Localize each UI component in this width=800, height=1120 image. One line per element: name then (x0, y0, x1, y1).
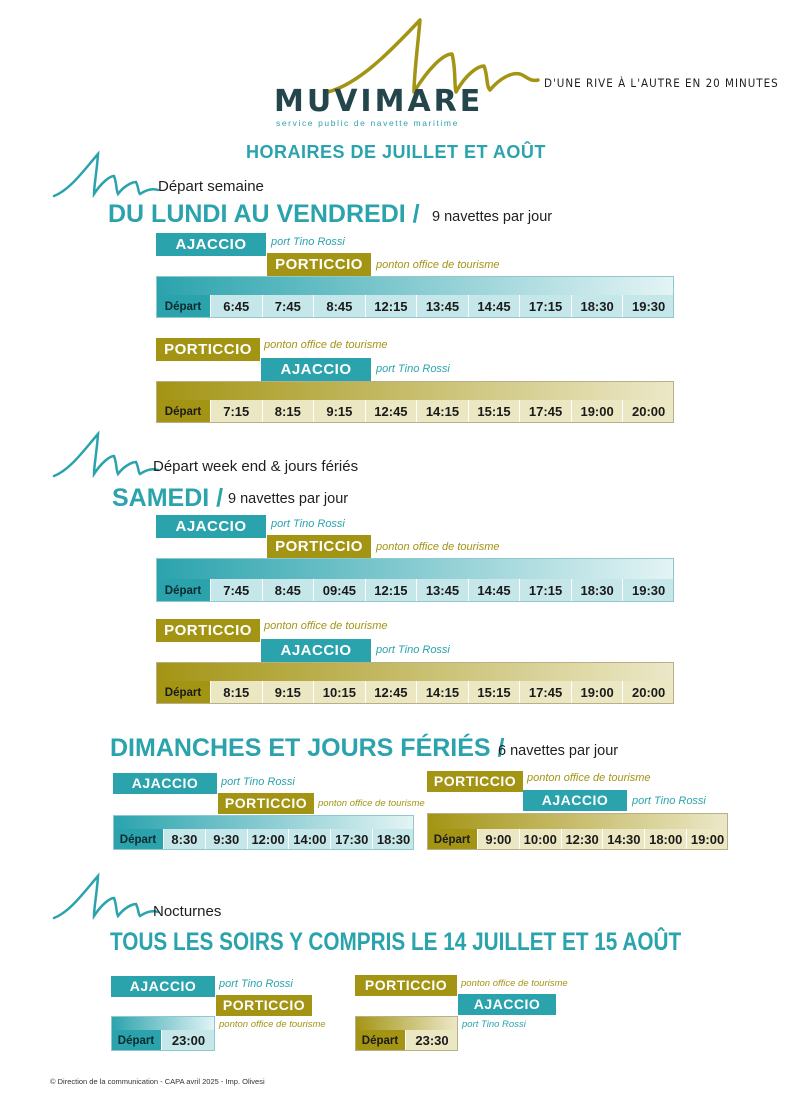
departure-time: 13:45 (416, 579, 468, 602)
station-porticcio: PORTICCIO (216, 995, 312, 1016)
depart-label: Départ (427, 829, 477, 850)
timetable-row (156, 579, 674, 602)
station-porticcio: PORTICCIO (218, 793, 314, 814)
week-section-label: Départ semaine (158, 178, 264, 195)
timetable-row (156, 400, 674, 423)
station-ajaccio: AJACCIO (156, 233, 266, 256)
direction-bar (355, 1016, 458, 1030)
departure-time: 12:30 (561, 829, 603, 850)
departure-time: 19:00 (571, 400, 623, 423)
station-ajaccio: AJACCIO (156, 515, 266, 538)
port-note: port Tino Rossi (271, 236, 345, 248)
departure-time: 9:15 (313, 400, 365, 423)
depart-label: Départ (156, 579, 210, 602)
departure-time: 7:15 (210, 400, 262, 423)
departure-time: 7:45 (262, 295, 314, 318)
direction-bar (156, 558, 674, 579)
weekend-heading: SAMEDI / (112, 484, 224, 512)
departure-time: 18:30 (571, 579, 623, 602)
departure-time: 8:15 (210, 681, 262, 704)
departure-time: 17:15 (519, 579, 571, 602)
departure-time: 14:30 (602, 829, 644, 850)
weekend-section-label: Départ week end & jours fériés (153, 458, 359, 475)
departure-time: 17:45 (519, 400, 571, 423)
departure-time: 8:45 (262, 579, 314, 602)
departure-time: 18:30 (571, 295, 623, 318)
departure-time: 9:30 (205, 829, 247, 850)
depart-label: Départ (113, 829, 163, 850)
port-note: port Tino Rossi (376, 363, 450, 375)
station-ajaccio: AJACCIO (261, 639, 371, 662)
wave-section-icon (50, 430, 160, 480)
departure-time: 19:30 (622, 295, 674, 318)
departure-time: 15:15 (468, 681, 520, 704)
timetable-row (156, 295, 674, 318)
station-porticcio: PORTICCIO (156, 619, 260, 642)
direction-bar (113, 815, 414, 829)
depart-label: Départ (156, 400, 210, 423)
footer-credit: © Direction de la communication - CAPA avril 2025 - Imp. Olivesi (50, 1077, 265, 1086)
departure-time: 17:45 (519, 681, 571, 704)
departure-time: 12:15 (365, 579, 417, 602)
departure-time: 9:15 (262, 681, 314, 704)
departure-time: 12:45 (365, 681, 417, 704)
tagline: D'UNE RIVE À L'AUTRE EN 20 MINUTES (544, 76, 779, 90)
station-porticcio: PORTICCIO (156, 338, 260, 361)
port-note: ponton office de tourisme (461, 978, 568, 989)
departure-time: 20:00 (622, 400, 674, 423)
departure-time: 13:45 (416, 295, 468, 318)
page-title: HORAIRES DE JUILLET ET AOÛT (246, 142, 546, 162)
timetable-row (113, 829, 414, 850)
station-ajaccio: AJACCIO (458, 994, 556, 1015)
departure-time: 20:00 (622, 681, 674, 704)
departure-time: 17:30 (330, 829, 372, 850)
departure-time: 8:45 (313, 295, 365, 318)
depart-label: Départ (156, 681, 210, 704)
departure-time: 8:30 (163, 829, 205, 850)
departure-time: 10:00 (519, 829, 561, 850)
departure-time: 19:00 (686, 829, 728, 850)
departure-time: 23:30 (405, 1030, 458, 1051)
timetable-row (111, 1030, 215, 1051)
week-heading: DU LUNDI AU VENDREDI / (108, 200, 420, 228)
station-ajaccio: AJACCIO (113, 773, 217, 794)
departure-time: 19:30 (622, 579, 674, 602)
departure-time: 23:00 (161, 1030, 215, 1051)
timetable-row (427, 829, 728, 850)
weekend-heading-note: 9 navettes par jour (228, 491, 349, 507)
station-ajaccio: AJACCIO (261, 358, 371, 381)
departure-time: 19:00 (571, 681, 623, 704)
port-note: port Tino Rossi (632, 795, 706, 807)
port-note: ponton office de tourisme (318, 798, 425, 809)
station-porticcio: PORTICCIO (355, 975, 457, 996)
port-note: ponton office de tourisme (376, 259, 500, 271)
departure-time: 9:00 (477, 829, 519, 850)
port-note: port Tino Rossi (376, 644, 450, 656)
direction-bar (156, 381, 674, 400)
port-note: ponton office de tourisme (219, 1019, 326, 1030)
direction-bar (427, 813, 728, 829)
departure-time: 18:30 (372, 829, 414, 850)
port-note: ponton office de tourisme (264, 339, 388, 351)
port-note: port Tino Rossi (219, 978, 293, 990)
departure-time: 14:45 (468, 579, 520, 602)
departure-time: 15:15 (468, 400, 520, 423)
departure-time: 14:15 (416, 681, 468, 704)
wave-section-icon (50, 150, 160, 200)
departure-time: 09:45 (313, 579, 365, 602)
station-porticcio: PORTICCIO (427, 771, 523, 792)
departure-time: 14:15 (416, 400, 468, 423)
departure-time: 14:00 (288, 829, 330, 850)
direction-bar (156, 662, 674, 681)
timetable-row (355, 1030, 458, 1051)
sunday-heading-note: 6 navettes par jour (498, 743, 619, 759)
sunday-heading: DIMANCHES ET JOURS FÉRIÉS / (110, 734, 505, 762)
timetable-row (156, 681, 674, 704)
port-note: port Tino Rossi (221, 776, 295, 788)
departure-time: 18:00 (644, 829, 686, 850)
port-note: ponton office de tourisme (527, 772, 651, 784)
station-porticcio: PORTICCIO (267, 535, 371, 558)
departure-time: 17:15 (519, 295, 571, 318)
departure-time: 12:15 (365, 295, 417, 318)
week-heading-note: 9 navettes par jour (432, 209, 553, 225)
wave-section-icon (50, 872, 160, 922)
station-porticcio: PORTICCIO (267, 253, 371, 276)
brand-name: MUVIMARE (274, 84, 484, 119)
depart-label: Départ (111, 1030, 161, 1051)
port-note: port Tino Rossi (271, 518, 345, 530)
direction-bar (111, 1016, 215, 1030)
departure-time: 7:45 (210, 579, 262, 602)
logo (268, 14, 548, 126)
port-note: port Tino Rossi (462, 1019, 526, 1030)
direction-bar (156, 276, 674, 295)
departure-time: 10:15 (313, 681, 365, 704)
departure-time: 12:45 (365, 400, 417, 423)
station-ajaccio: AJACCIO (111, 976, 215, 997)
brand-subtitle: service public de navette maritime (276, 118, 459, 128)
depart-label: Départ (355, 1030, 405, 1051)
departure-time: 6:45 (210, 295, 262, 318)
night-heading: TOUS LES SOIRS Y COMPRIS LE 14 JUILLET ET 15 AOÛT (110, 928, 682, 956)
night-section-label: Nocturnes (153, 903, 222, 920)
port-note: ponton office de tourisme (376, 541, 500, 553)
departure-time: 12:00 (247, 829, 289, 850)
station-ajaccio: AJACCIO (523, 790, 627, 811)
departure-time: 8:15 (262, 400, 314, 423)
departure-time: 14:45 (468, 295, 520, 318)
port-note: ponton office de tourisme (264, 620, 388, 632)
depart-label: Départ (156, 295, 210, 318)
